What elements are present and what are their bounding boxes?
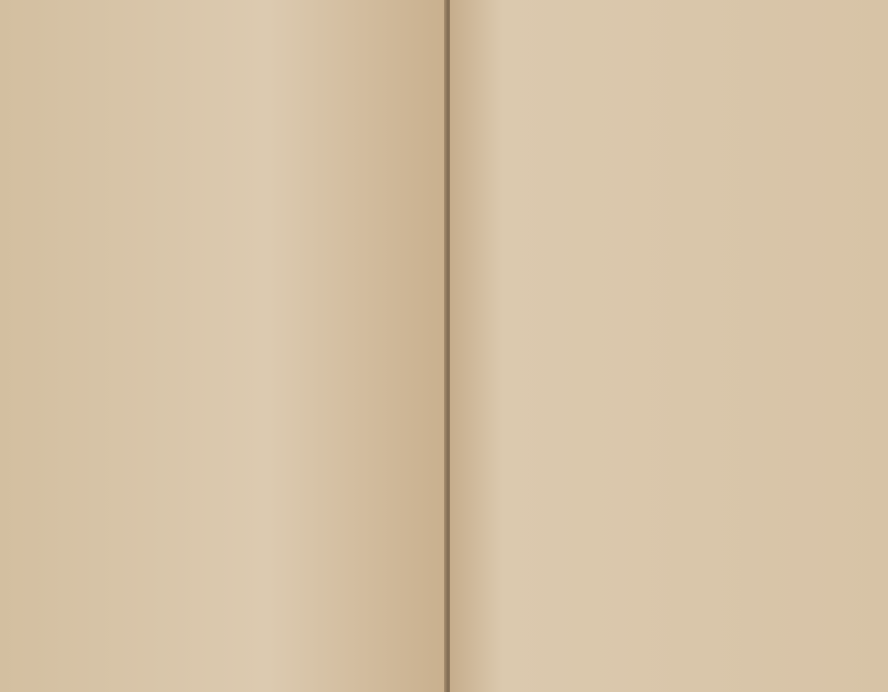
right-page bbox=[450, 0, 888, 692]
